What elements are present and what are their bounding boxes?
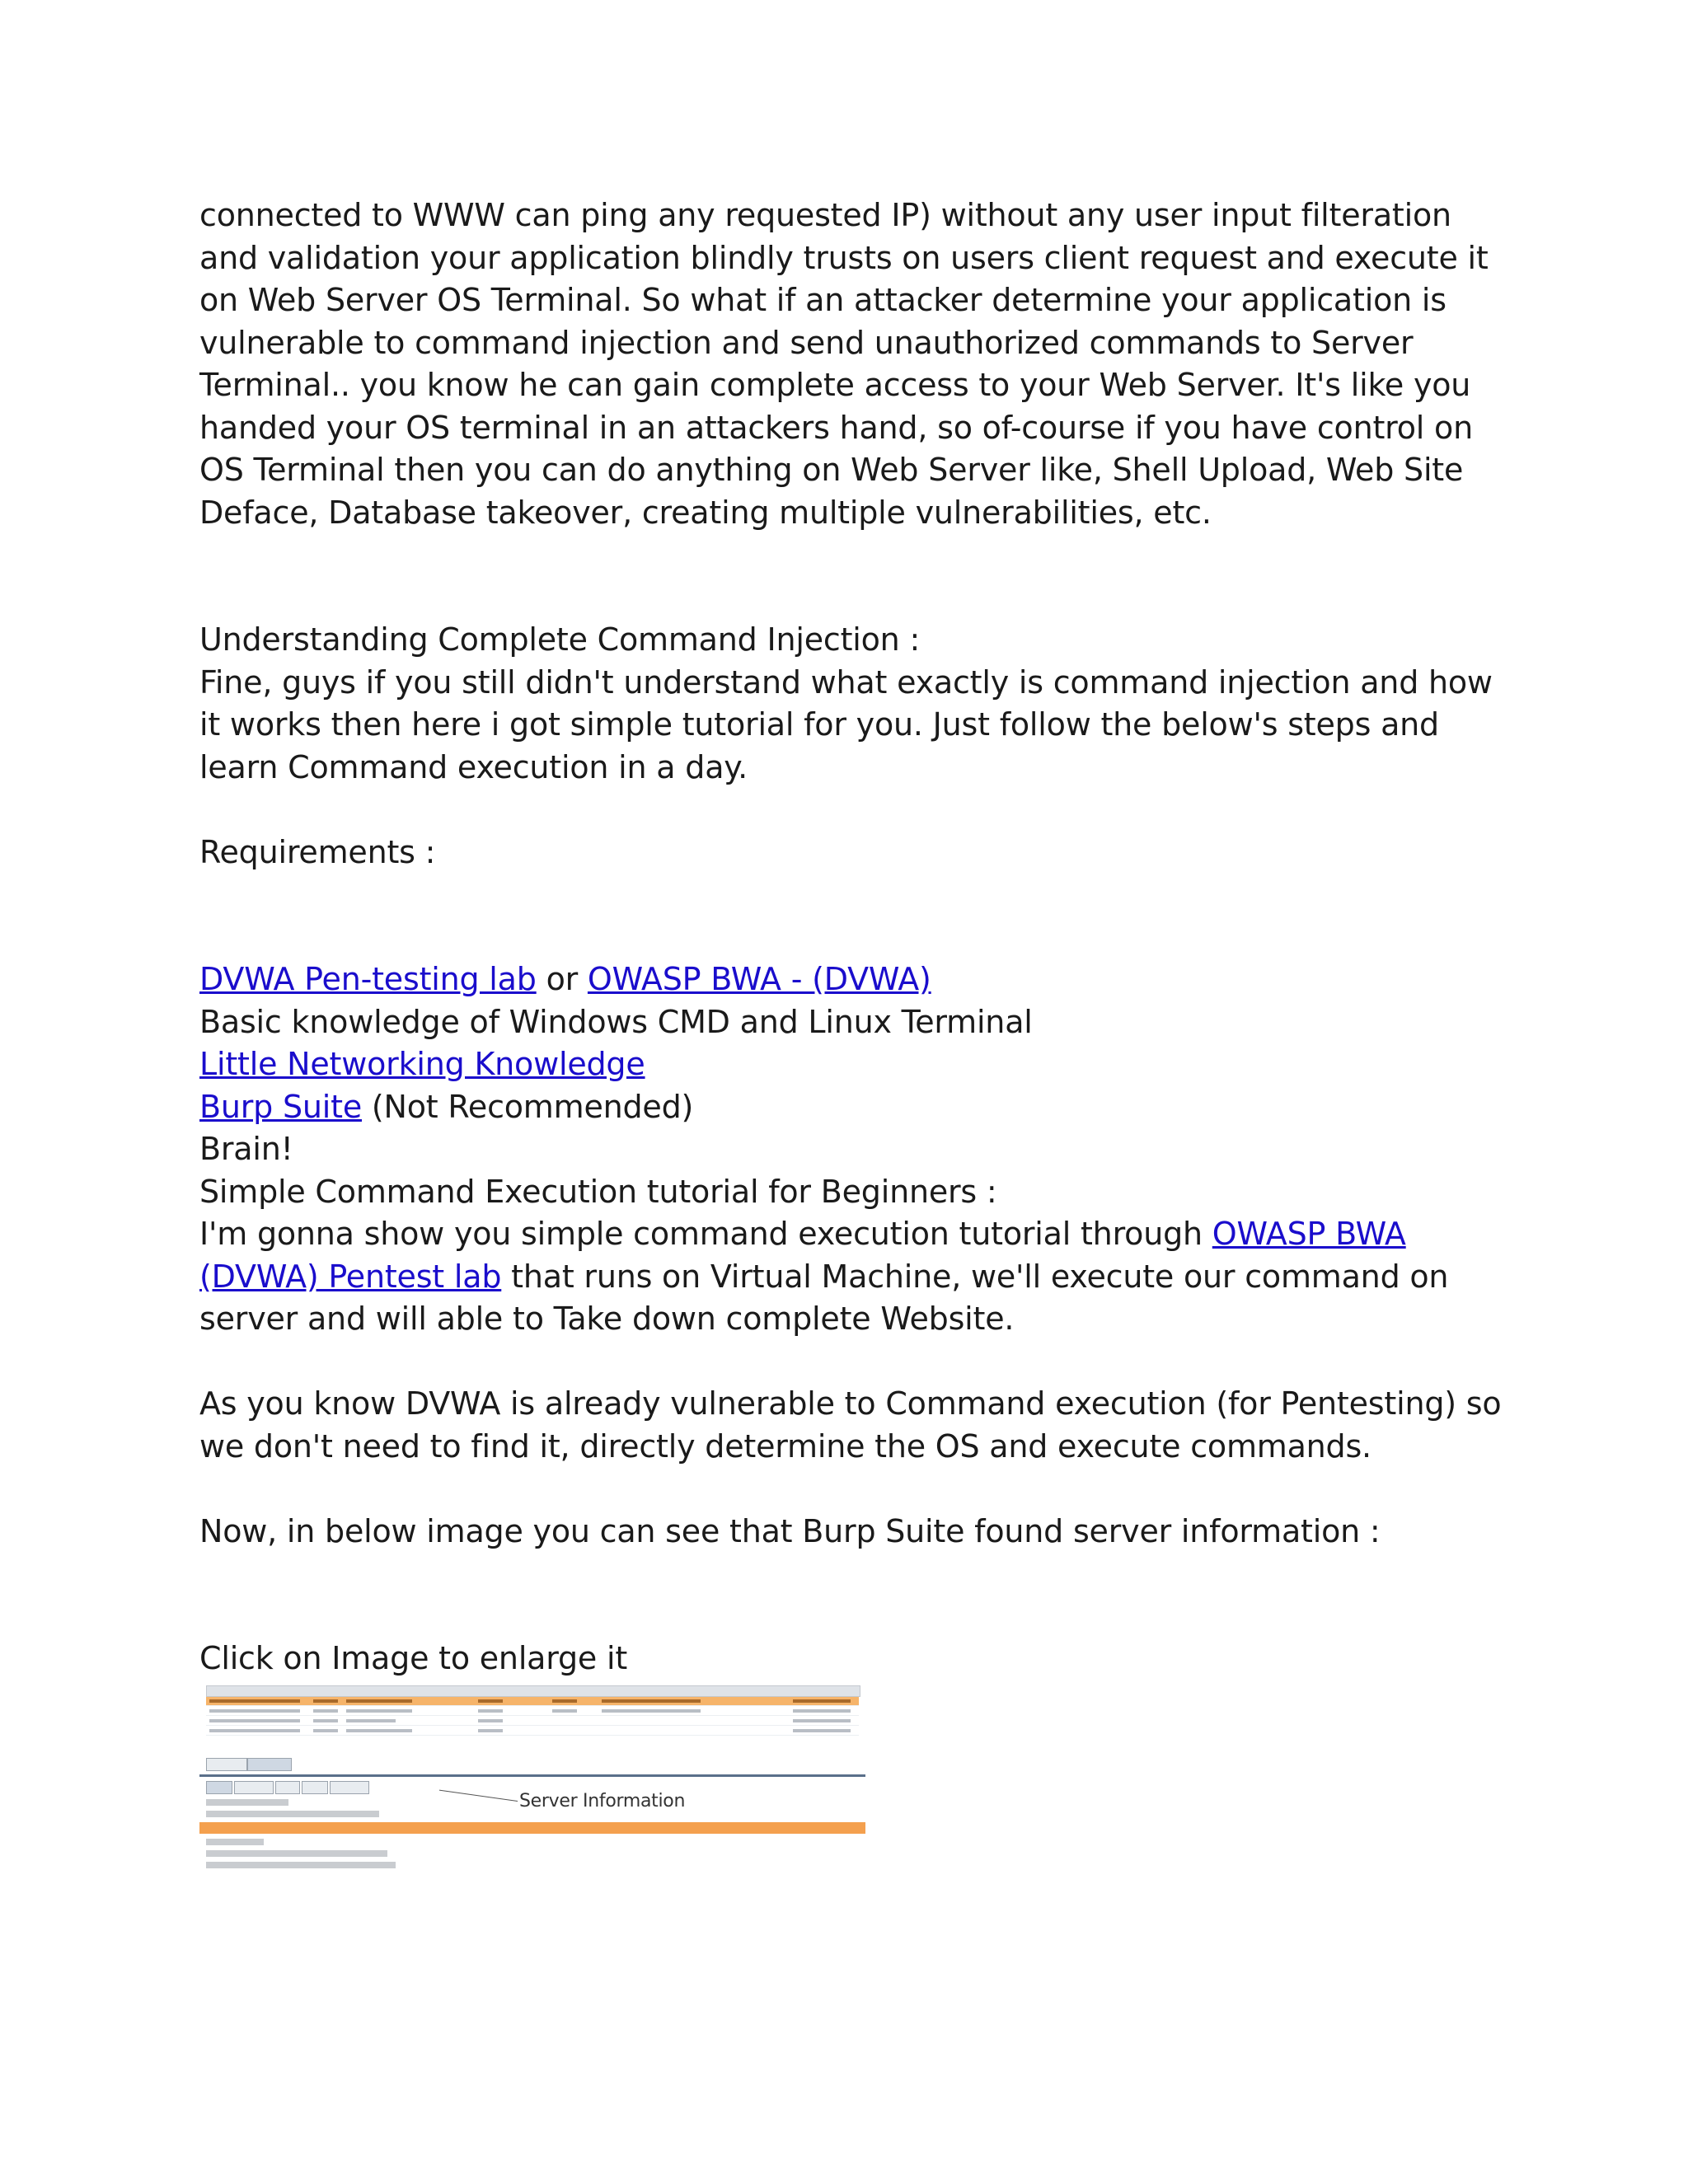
burp-note: (Not Recommended): [362, 1088, 694, 1125]
dvwa-lab-link[interactable]: DVWA Pen-testing lab: [199, 961, 537, 997]
table-row: [206, 1727, 859, 1736]
text-line: handed your OS terminal in an attackers hand, so of-course if you have control on: [199, 409, 1473, 446]
server-header-line: [199, 1822, 865, 1834]
text-line: on Web Server OS Terminal. So what if an attacker determine your application is: [199, 282, 1447, 318]
tutorial-heading: Simple Command Execution tutorial for Beginners :: [199, 1173, 997, 1210]
spacer: [199, 1341, 1518, 1384]
requirement-networking: [199, 1043, 1518, 1086]
text-line: Terminal.. you know he can gain complete access to your Web Server. It's like you: [199, 367, 1471, 403]
spacer: [199, 1553, 1518, 1638]
table-row: [206, 1717, 859, 1726]
response-line: [206, 1839, 264, 1845]
or-text: or: [536, 961, 588, 997]
burp-paragraph: Now, in below image you can see that Burp Suite found server information :: [199, 1512, 1381, 1549]
server-information-label: Server Information: [519, 1790, 686, 1811]
spacer: [199, 534, 1518, 619]
text-line: we don't need to find it, directly determine the OS and execute commands.: [199, 1427, 1372, 1465]
spacer: [199, 1468, 1518, 1511]
text-line: learn Command execution in a day.: [199, 748, 748, 785]
table-row: [206, 1707, 859, 1716]
tutorial-text: I'm gonna show you simple command execution tutorial through: [199, 1216, 1212, 1252]
response-line: [206, 1799, 288, 1806]
owasp-bwa-link[interactable]: OWASP BWA - (DVWA): [587, 961, 931, 997]
table-row: [206, 1697, 859, 1706]
text-line: vulnerable to command injection and send unauthorized commands to Server: [199, 324, 1414, 361]
text-line: it works then here i got simple tutorial for you. Just follow the below's steps and: [199, 706, 1439, 743]
text-line: [199, 1213, 1518, 1256]
burp-suite-link[interactable]: Burp Suite: [199, 1088, 363, 1125]
text-line: As you know DVWA is already vulnerable to Command execution (for Pentesting) so: [199, 1385, 1502, 1422]
response-line: [206, 1811, 379, 1817]
click-to-enlarge-caption: Click on Image to enlarge it: [199, 1640, 628, 1676]
requirement-burp: [199, 1086, 1518, 1129]
text-line: connected to WWW can ping any requested IP) without any user input filteration: [199, 197, 1451, 233]
requirement-brain: Brain!: [199, 1131, 293, 1167]
document-body: [199, 194, 1518, 1885]
text-line: [199, 1256, 1518, 1299]
understanding-heading: Understanding Complete Command Injection :: [199, 621, 921, 658]
text-line: and validation your application blindly trusts on users client request and execute it: [199, 239, 1489, 276]
response-line: [206, 1862, 396, 1868]
panel-divider: [199, 1774, 865, 1777]
response-line: [206, 1850, 387, 1857]
requirement-basic-knowledge: Basic knowledge of Windows CMD and Linux Terminal: [199, 1003, 1033, 1040]
networking-knowledge-link[interactable]: Little Networking Knowledge: [199, 1046, 645, 1082]
spacer: [199, 874, 1518, 958]
tutorial-text: that runs on Virtual Machine, we'll execute our command on: [501, 1258, 1449, 1295]
spacer: [199, 789, 1518, 832]
text-line: Deface, Database takeover, creating multiple vulnerabilities, etc.: [199, 494, 1212, 531]
table-header: [206, 1685, 860, 1697]
label-pointer: [439, 1789, 518, 1801]
dvwa-pentest-lab-link[interactable]: (DVWA) Pentest lab: [199, 1258, 502, 1295]
requirement-lab: [199, 958, 1518, 1001]
dvwa-paragraph: [199, 1383, 1518, 1468]
intro-paragraph: [199, 194, 1518, 534]
text-line: server and will able to Take down complete Website.: [199, 1301, 1015, 1337]
owasp-bwa-lab-link[interactable]: OWASP BWA: [1212, 1216, 1406, 1252]
burp-suite-screenshot[interactable]: [199, 1682, 865, 1885]
text-line: OS Terminal then you can do anything on Web Server like, Shell Upload, Web Site: [199, 452, 1464, 488]
requirements-heading: Requirements :: [199, 833, 436, 870]
requirements-list: [199, 958, 1518, 1171]
text-line: Fine, guys if you still didn't understand what exactly is command injection and how: [199, 663, 1493, 701]
understanding-paragraph: [199, 662, 1518, 790]
tutorial-paragraph: [199, 1213, 1518, 1341]
